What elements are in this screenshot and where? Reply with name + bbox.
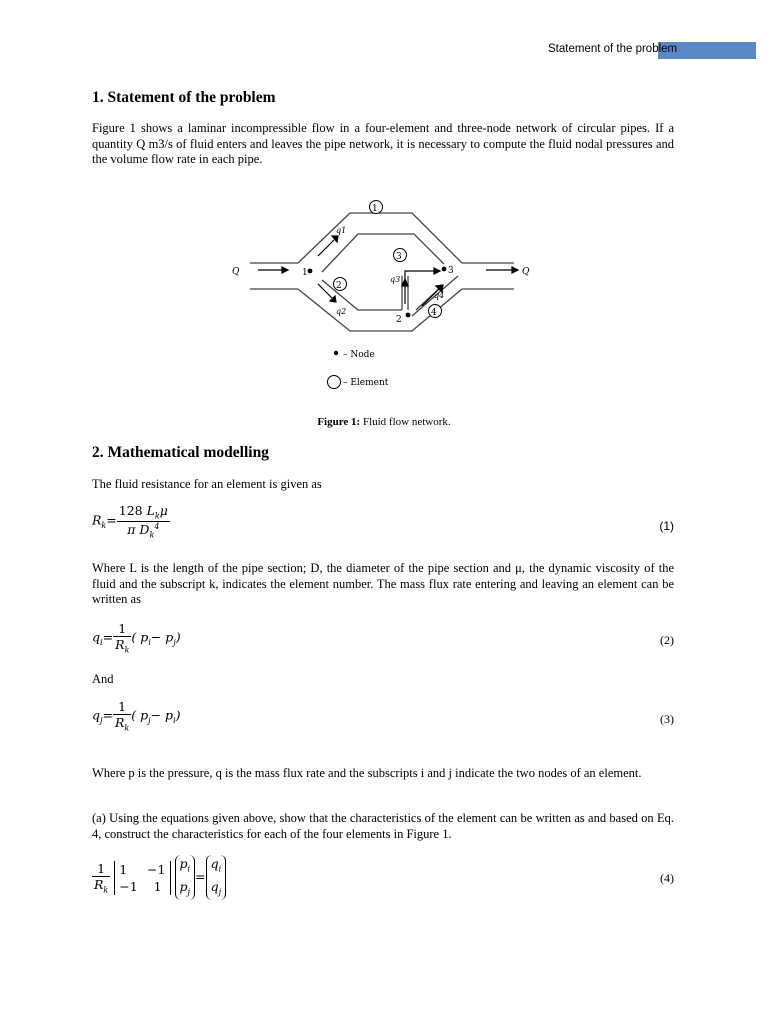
node-2-label: 2: [396, 315, 402, 325]
equation-1: $R_k=$ $\frac{128 L_k\mu}{\pi D_k^4}$: [92, 503, 168, 540]
outflow-q-label: Q: [522, 267, 530, 277]
q3-label: q3: [390, 275, 401, 284]
variables-paragraph: Where p is the pressure, q is the mass flux rate and the subscripts i and j indicate the two nodes of an element.: [92, 766, 642, 780]
figure-caption-label: Figure 1:: [317, 416, 361, 428]
equation-2-number: (2): [660, 633, 674, 647]
and-text: And: [92, 672, 114, 686]
legend-node-text: – Node: [343, 350, 375, 360]
element-3-label: 3: [396, 252, 402, 262]
figure-caption: [0, 416, 768, 428]
running-header: [548, 42, 756, 59]
inflow-q-label: Q: [232, 267, 240, 277]
section-2-heading: 2. Mathematical modelling: [92, 444, 269, 461]
q1-label: q1: [336, 226, 347, 235]
q4-label: q4: [434, 291, 445, 300]
node-3-label: 3: [448, 266, 454, 276]
fluid-flow-network-figure: [222, 186, 544, 404]
equation-3-number: (3): [660, 712, 674, 726]
definitions-paragraph: Where L is the length of the pipe section; D, the diameter of the pipe section and μ, the dynamic viscosity of the fluid and the subscript k, indicates the element number. The mass flux rate entering and leaving an element can be written as: [92, 561, 674, 606]
section-1-paragraph: Figure 1 shows a laminar incompressible flow in a four-element and three-node network of circular pipes. If a quantity Q m3/s of fluid enters and leaves the pipe network, it is necessary to compute the fluid nodal pressures and the volume flow rate in each pipe.: [92, 121, 674, 166]
running-header-text: Statement of the problem: [548, 43, 678, 55]
q2-label: q2: [336, 307, 347, 316]
legend-element-text: – Element: [343, 378, 389, 388]
element-4-label: 4: [431, 308, 437, 318]
equation-1-number: (1): [659, 519, 674, 533]
task-a-paragraph: (a) Using the equations given above, show that the characteristics of the element can be written as and based on Eq. 4, construct the characteristics for each of the four elements in Figure 1.: [92, 811, 674, 841]
equation-4-number: (4): [660, 871, 674, 885]
element-2-label: 2: [336, 281, 342, 291]
section-1-heading: 1. Statement of the problem: [92, 89, 276, 106]
element-1-label: 1: [372, 204, 378, 214]
resistance-intro: The fluid resistance for an element is given as: [92, 477, 322, 491]
figure-caption-text: Fluid flow network.: [362, 416, 451, 428]
equation-4: $\frac{1}{R_k}$ 1 −1 −1 1 $p_i$ $p_j=q_i$ $q_j$: [92, 855, 226, 900]
node-1-label: 1: [302, 268, 308, 278]
equation-2: $q_i=$ $\frac{1}{R_k}$ ( $p_i- p_j$): [92, 621, 181, 655]
equation-3: $q_j=$ $\frac{1}{R_k}$ ( $p_j- p_i$): [92, 699, 181, 733]
